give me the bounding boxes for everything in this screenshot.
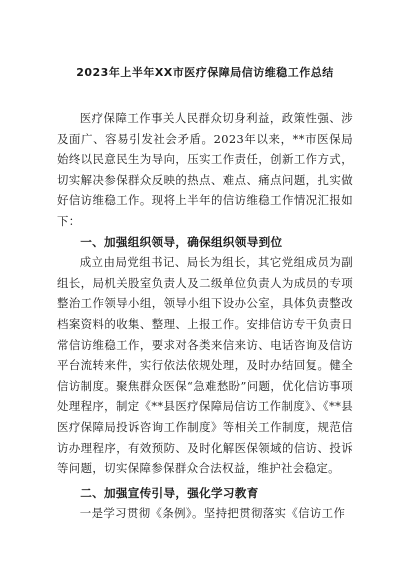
document-body [57,108,353,524]
intro-paragraph: 医疗保障工作事关人民群众切身利益，政策性强、涉及面广、容易引发社会矛盾。2023年以来，**市医保局始终以民意民生为导向，压实工作责任，创新工作方式，切实解决参保群众反映的热点、难点、痛点问题，扎实做好信访维稳工作。现将上半年的信访维稳工作情况汇报如下： [57,111,353,228]
section-heading-2: 二、加强宣传引导，强化学习教育 [80,485,259,500]
section-2-paragraph: 一是学习贯彻《条例》。坚持把贯彻落实《信访工作 [79,506,346,521]
document-title: 2023年上半年XX市医疗保障局信访维稳工作总结 [76,66,334,79]
section-1-paragraph: 成立由局党组书记、局长为组长，其它党组成员为副组长，局机关股室负责人及二级单位负责人为成员的专项整治工作领导小组，领导小组下设办公室，具体负责整改档案资料的收集、整理、上报工作。安排信访专干负责日常信访维稳工作，要求对各类来信来访、电话咨询及信访平台流转来件，实行依法依规处理，及时办结回复。健全信访制度。聚焦群众医保“急难愁盼”问题，优化信访事项处理程序，制定《**县医疗保障局信访工作制度》、《**县医疗保障局投诉咨询工作制度》等相关工作制度，规范信访办理程序，有效预防、及时化解医保领域的信访、投诉等问题，切实保障参保群众合法权益，维护社会稳定。 [57,255,353,476]
section-heading-1: 一、加强组织领导，确保组织领导到位 [80,234,283,249]
